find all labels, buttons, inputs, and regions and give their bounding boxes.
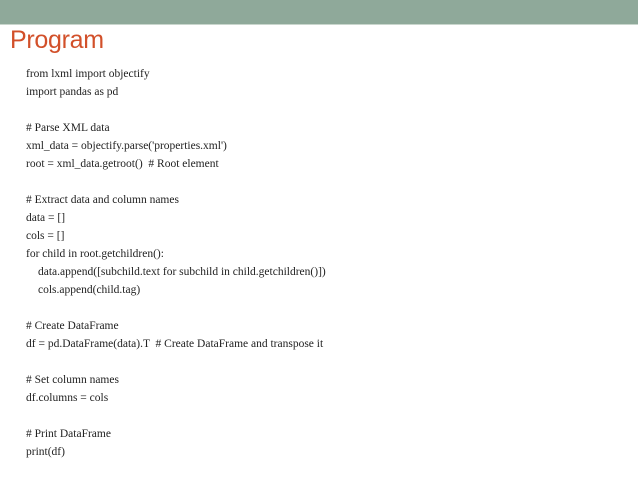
code-line-blank bbox=[26, 173, 326, 191]
code-line: from lxml import objectify bbox=[26, 68, 150, 80]
code-line: df.columns = cols bbox=[26, 392, 109, 404]
code-line: for child in root.getchildren(): bbox=[26, 248, 164, 260]
slide-title: Program bbox=[10, 26, 104, 54]
code-line-indented: data.append([subchild.text for subchild in child.getchildren()]) bbox=[38, 266, 326, 278]
code-line-blank bbox=[26, 299, 326, 317]
top-accent-bar bbox=[0, 0, 638, 24]
code-line: print(df) bbox=[26, 446, 65, 458]
code-line: data = [] bbox=[26, 212, 66, 224]
code-line-indented: cols.append(child.tag) bbox=[38, 284, 141, 296]
code-comment: # Create DataFrame bbox=[26, 320, 119, 332]
code-line: df = pd.DataFrame(data).T # Create DataFrame and transpose it bbox=[26, 338, 324, 350]
code-line: import pandas as pd bbox=[26, 86, 119, 98]
code-comment: # Extract data and column names bbox=[26, 194, 179, 206]
code-line: cols = [] bbox=[26, 230, 65, 242]
code-line-blank bbox=[26, 407, 326, 425]
code-line-blank bbox=[26, 353, 326, 371]
code-comment: # Print DataFrame bbox=[26, 428, 111, 440]
code-line: xml_data = objectify.parse('properties.xml') bbox=[26, 140, 227, 152]
code-comment: # Parse XML data bbox=[26, 122, 110, 134]
code-comment: # Set column names bbox=[26, 374, 119, 386]
code-line-blank bbox=[26, 101, 326, 119]
code-line: root = xml_data.getroot() # Root element bbox=[26, 158, 219, 170]
code-block bbox=[26, 65, 326, 461]
